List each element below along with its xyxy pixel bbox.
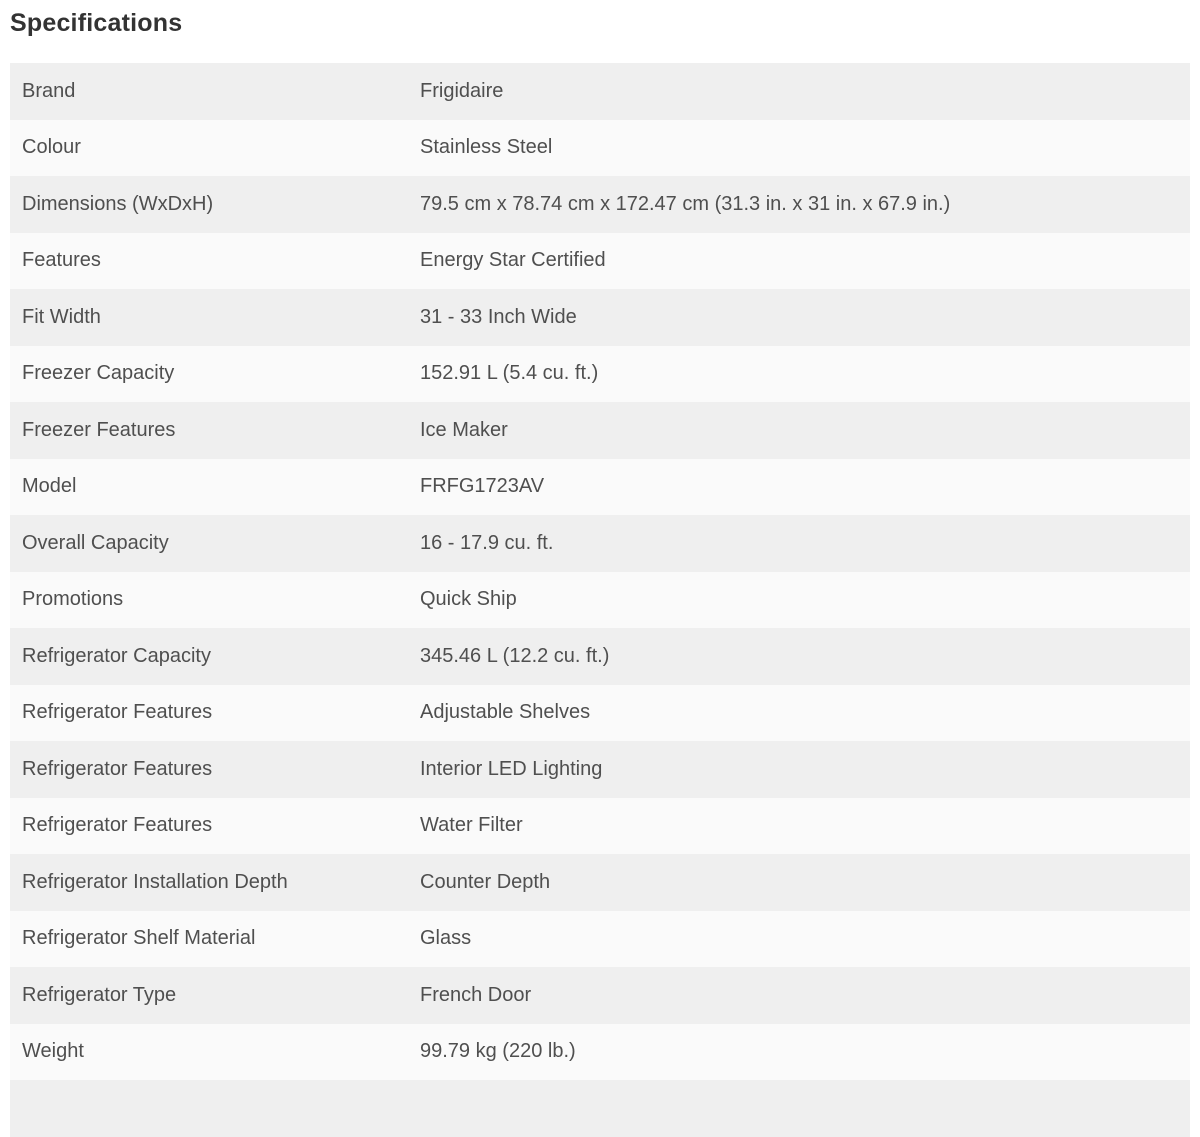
table-row — [10, 233, 1190, 290]
table-row — [10, 120, 1190, 177]
spec-value: Water Filter — [420, 814, 523, 837]
spec-value: French Door — [420, 983, 532, 1006]
table-row — [10, 63, 1190, 120]
spec-value: Frigidaire — [420, 79, 504, 102]
spec-label: Weight — [22, 1040, 84, 1063]
spec-label: Features — [22, 249, 101, 272]
spec-label: Freezer Features — [22, 418, 176, 441]
table-row — [10, 572, 1190, 629]
spec-value: Energy Star Certified — [420, 249, 606, 272]
table-row — [10, 515, 1190, 572]
table-row — [10, 402, 1190, 459]
spec-value: Glass — [420, 927, 472, 950]
spec-label: Refrigerator Features — [22, 701, 213, 724]
table-row — [10, 911, 1190, 968]
spec-label: Freezer Capacity — [22, 362, 175, 385]
table-row — [10, 685, 1190, 742]
spec-label: Refrigerator Capacity — [22, 644, 211, 667]
spec-label: Overall Capacity — [22, 531, 169, 554]
table-row-partial — [10, 1080, 1190, 1137]
spec-value: Ice Maker — [420, 418, 508, 441]
spec-value: 16 - 17.9 cu. ft. — [420, 531, 554, 554]
table-row — [10, 741, 1190, 798]
table-row — [10, 1024, 1190, 1081]
table-row — [10, 289, 1190, 346]
spec-label: Refrigerator Shelf Material — [22, 927, 256, 950]
spec-label: Brand — [22, 79, 76, 102]
spec-value: Adjustable Shelves — [420, 701, 591, 724]
spec-value: Stainless Steel — [420, 136, 553, 159]
table-row — [10, 854, 1190, 911]
spec-label: Refrigerator Features — [22, 814, 213, 837]
table-row — [10, 346, 1190, 403]
spec-label: Dimensions (WxDxH) — [22, 192, 214, 215]
spec-value: Interior LED Lighting — [420, 757, 603, 780]
table-row — [10, 798, 1190, 855]
spec-value: FRFG1723AV — [420, 475, 545, 498]
spec-label: Fit Width — [22, 305, 101, 328]
spec-label: Refrigerator Installation Depth — [22, 870, 288, 893]
spec-value: Counter Depth — [420, 870, 551, 893]
spec-value: 31 - 33 Inch Wide — [420, 305, 577, 328]
spec-table — [10, 63, 1190, 1137]
spec-label: Model — [22, 475, 77, 498]
spec-value: Quick Ship — [420, 588, 517, 611]
spec-value: 345.46 L (12.2 cu. ft.) — [420, 644, 610, 667]
table-row — [10, 176, 1190, 233]
spec-value: 99.79 kg (220 lb.) — [420, 1040, 576, 1063]
spec-label: Promotions — [22, 588, 124, 611]
spec-label: Colour — [22, 136, 81, 159]
table-row — [10, 967, 1190, 1024]
table-row — [10, 628, 1190, 685]
spec-value: 79.5 cm x 78.74 cm x 172.47 cm (31.3 in. x 31 in. x 67.9 in.) — [420, 192, 951, 215]
spec-label: Refrigerator Type — [22, 983, 177, 1006]
table-row — [10, 459, 1190, 516]
spec-value: 152.91 L (5.4 cu. ft.) — [420, 362, 599, 385]
spec-label: Refrigerator Features — [22, 757, 213, 780]
page-title: Specifications — [10, 9, 183, 37]
